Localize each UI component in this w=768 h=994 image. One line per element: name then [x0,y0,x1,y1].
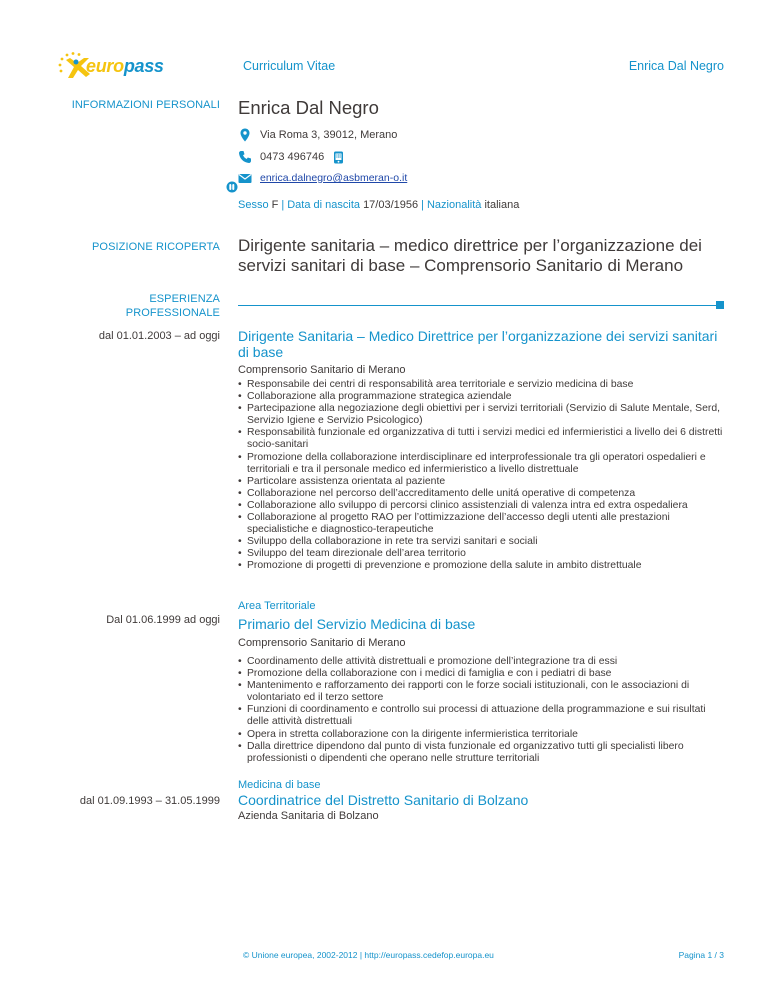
document-type: Curriculum Vitae [243,59,336,73]
job-employer: Azienda Sanitaria di Bolzano [238,810,379,822]
job-bullets [238,656,728,765]
job-date: dal 01.01.2003 – ad oggi [98,330,220,342]
list-item: • Responsabilità funzionale ed organizzativa di tutti i servizi medici ed infermieristici a livello dei 6 distretti socio-sanitari [238,427,728,451]
section-label-experience-line2: PROFESSIONALE [125,307,220,319]
list-item: • Collaborazione alla programmazione strategica aziendale [238,391,728,403]
phone-icon [238,150,252,164]
list-item: • Collaborazione nel percorso dell’accreditamento delle unitá operative di competenza [238,488,728,500]
list-item: • Promozione della collaborazione con i medici di famiglia e con i pediatri di base [238,668,728,680]
birth-label: Data di nascita [287,199,360,211]
section-divider-square [716,301,724,309]
list-item: • Promozione di progetti di prevenzione e promozione della salute in ambito distrettuale [238,560,728,572]
list-item: • Promozione della collaborazione interdisciplinare ed interprofessionale tra gli operatori ospedalieri e territoriali e tra il personale medico ed infermieristico a livello distrettuale [238,452,728,476]
email-link[interactable]: enrica.dalnegro@asbmeran-o.it [260,172,408,184]
job-sector: Area Territoriale [238,600,316,612]
list-item: • Sviluppo del team direzionale dell’area territorio [238,548,728,560]
logo-text-pass: pass [123,56,164,76]
job-date: Dal 01.06.1999 ad oggi [106,614,220,626]
section-divider-line [238,305,716,306]
footer-copyright: © Unione europea, 2002-2012 | http://europass.cedefop.europa.eu [243,950,494,960]
list-item: • Collaborazione allo sviluppo di percorsi clinico assistenziali di valenza intra ed extra ospedaliera [238,500,728,512]
nationality-label: Nazionalità [426,199,482,211]
sex-label: Sesso [238,199,269,211]
email-row [238,171,407,185]
list-item: • Funzioni di coordinamento e controllo sui processi di attuazione della programmazione e sui risultati delle attività distrettuali [238,704,728,728]
job-title: Coordinatrice del Distretto Sanitario di Bolzano [238,792,529,808]
phone-row [238,150,344,164]
job-sector: Medicina di base [238,779,321,791]
job-title: Primario del Servizio Medicina di base [238,616,476,632]
address-text: Via Roma 3, 39012, Merano [260,129,398,141]
person-name: Enrica Dal Negro [238,97,379,118]
footer-page-number: Pagina 1 / 3 [678,950,724,960]
list-item: • Mantenimento e rafforzamento dei rapporti con le forze sociali istituzionali, con le associazioni di volontariato ed il terzo settore [238,680,728,704]
address-row [238,128,397,142]
list-item: • Coordinamento delle attività distrettuali e promozione dell’integrazione tra di essi [238,656,728,668]
job-employer: Comprensorio Sanitario di Merano [238,364,406,376]
section-label-experience [126,292,220,320]
list-item: • Responsabile dei centri di responsabilità area territoriale e servizio medicina di base [238,379,728,391]
list-item: • Opera in stretta collaborazione con la dirigente infermieristica territoriale [238,729,728,741]
birth-value: 17/03/1956 [363,199,419,211]
section-label-experience-line1: ESPERIENZA [149,293,220,305]
job-title: Dirigente Sanitaria – Medico Direttrice per l’organizzazione dei servizi sanitari di base [238,328,718,360]
separator: | [281,199,285,211]
job-date: dal 01.09.1993 – 31.05.1999 [79,795,220,807]
personal-details [238,199,519,211]
instant-messaging-icon [226,181,238,193]
job-bullets [238,379,728,573]
email-icon [238,171,252,185]
sex-value: F [271,199,279,211]
position-title: Dirigente sanitaria – medico direttrice per l’organizzazione dei servizi sanitari di base – Comprensorio Sanitario di Merano [238,236,702,275]
header-person-name: Enrica Dal Negro [628,59,724,73]
logo-text-euro: euro [86,56,124,76]
section-label-personal: INFORMAZIONI PERSONALI [71,99,220,111]
location-pin-icon [238,128,252,142]
nationality-value: italiana [484,199,520,211]
job-employer: Comprensorio Sanitario di Merano [238,637,406,649]
separator: | [421,199,424,211]
list-item: • Particolare assistenza orientata al paziente [238,476,728,488]
list-item: • Collaborazione al progetto RAO per l’ottimizzazione dell’accesso degli utenti alle prestazioni specialistiche e diagnostico-terapeutiche [238,512,728,536]
phone-text: 0473 496746 [260,151,325,163]
list-item: • Sviluppo della collaborazione in rete tra servizi sanitari e sociali [238,536,728,548]
europass-logo [56,50,166,86]
section-label-position: POSIZIONE RICOPERTA [91,241,220,253]
list-item: • Partecipazione alla negoziazione degli obiettivi per i servizi territoriali (Servizio di Salute Mentale, Serd, Servizio Igiene e Servizio Psicologico) [238,403,728,427]
mobile-phone-icon [333,151,344,164]
list-item: • Dalla direttrice dipendono dal punto di vista funzionale ed organizzativo tutti gli specialisti libero professionisti o dipendenti che operano nelle strutture territoriali [238,741,728,765]
